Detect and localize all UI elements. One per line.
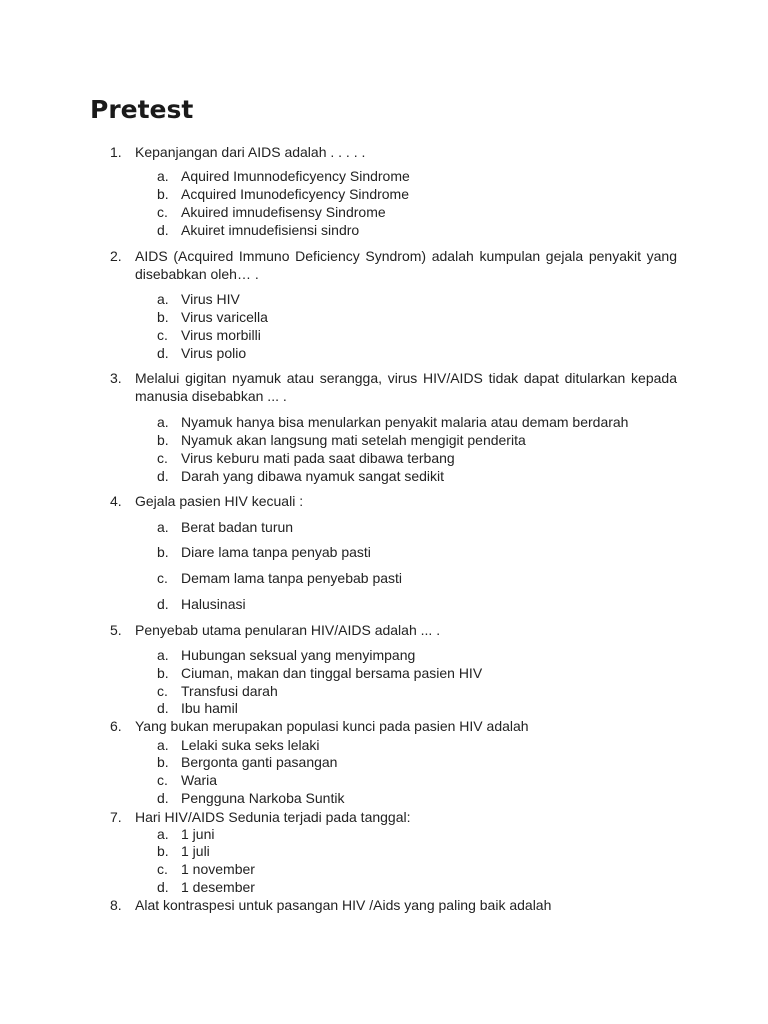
option-text: Nyamuk akan langsung mati setelah mengigit penderita: [181, 432, 526, 448]
option-letter: a.: [157, 647, 169, 663]
option-letter: a.: [157, 414, 169, 430]
option-text: 1 november: [181, 861, 255, 877]
question-number: 3.: [110, 370, 122, 386]
option-text: Acquired Imunodeficyency Sindrome: [181, 186, 410, 202]
option-letter: d.: [157, 468, 169, 484]
question-number: 8.: [110, 897, 122, 913]
question-number: 1.: [110, 144, 122, 160]
option-letter: d.: [157, 345, 169, 361]
page-title: Pretest: [90, 95, 194, 124]
option-letter: b.: [157, 432, 169, 448]
option-text: Berat badan turun: [181, 519, 294, 535]
option-letter: d.: [157, 879, 169, 895]
option-text: Transfusi darah: [181, 683, 278, 699]
question-number: 5.: [110, 622, 122, 638]
option-letter: c.: [157, 772, 168, 788]
option-text: Ciuman, makan dan tinggal bersama pasien HIV: [181, 665, 483, 681]
option-text: Demam lama tanpa penyebab pasti: [181, 570, 403, 586]
option-text: Ibu hamil: [181, 700, 238, 716]
option-text: Nyamuk hanya bisa menularkan penyakit malaria atau demam berdarah: [181, 414, 629, 430]
option-letter: b.: [157, 309, 169, 325]
option-letter: a.: [157, 519, 169, 535]
option-letter: b.: [157, 754, 169, 770]
option-text: Virus morbilli: [181, 327, 261, 343]
option-text: Diare lama tanpa penyab pasti: [181, 544, 371, 560]
question-text: Melalui gigitan nyamuk atau serangga, virus HIV/AIDS tidak dapat ditularkan kepada manusia disebabkan ... .: [135, 370, 677, 404]
option-text: Lelaki suka seks lelaki: [181, 737, 320, 753]
option-letter: a.: [157, 826, 169, 842]
option-letter: c.: [157, 683, 168, 699]
option-letter: a.: [157, 168, 169, 184]
question-number: 6.: [110, 718, 122, 734]
option-text: Darah yang dibawa nyamuk sangat sedikit: [181, 468, 445, 484]
option-letter: b.: [157, 186, 169, 202]
option-letter: c.: [157, 204, 168, 220]
option-text: Virus varicella: [181, 309, 268, 325]
question-text: AIDS (Acquired Immuno Deficiency Syndrom) adalah kumpulan gejala penyakit yang disebabkan oleh… .: [135, 248, 677, 282]
option-letter: a.: [157, 737, 169, 753]
option-text: Aquired Imunnodeficyency Sindrome: [181, 168, 410, 184]
option-text: Virus HIV: [181, 291, 240, 307]
option-letter: b.: [157, 665, 169, 681]
option-letter: d.: [157, 790, 169, 806]
question-text: Penyebab utama penularan HIV/AIDS adalah ... .: [135, 622, 441, 638]
question-text: Kepanjangan dari AIDS adalah . . . . .: [135, 144, 366, 160]
option-text: Virus polio: [181, 345, 247, 361]
option-letter: c.: [157, 450, 168, 466]
option-text: Waria: [181, 772, 218, 788]
option-letter: c.: [157, 861, 168, 877]
option-text: Hubungan seksual yang menyimpang: [181, 647, 416, 663]
option-letter: c.: [157, 327, 168, 343]
option-letter: d.: [157, 700, 169, 716]
option-text: 1 desember: [181, 879, 255, 895]
option-text: 1 juni: [181, 826, 215, 842]
option-text: Akuiret imnudefisiensi sindro: [181, 222, 360, 238]
question-text: Yang bukan merupakan populasi kunci pada pasien HIV adalah: [135, 718, 529, 734]
option-text: Pengguna Narkoba Suntik: [181, 790, 345, 806]
question-number: 2.: [110, 248, 122, 264]
option-text: 1 juli: [181, 843, 210, 859]
option-text: Akuired imnudefisensy Sindrome: [181, 204, 386, 220]
option-letter: b.: [157, 843, 169, 859]
option-letter: d.: [157, 222, 169, 238]
question-number: 4.: [110, 493, 122, 509]
option-text: Virus keburu mati pada saat dibawa terbang: [181, 450, 455, 466]
option-text: Halusinasi: [181, 596, 246, 612]
option-text: Bergonta ganti pasangan: [181, 754, 338, 770]
question-number: 7.: [110, 809, 122, 825]
question-text: Hari HIV/AIDS Sedunia terjadi pada tanggal:: [135, 809, 411, 825]
option-letter: b.: [157, 544, 169, 560]
option-letter: c.: [157, 570, 168, 586]
option-letter: a.: [157, 291, 169, 307]
option-letter: d.: [157, 596, 169, 612]
question-text: Gejala pasien HIV kecuali :: [135, 493, 304, 509]
question-text: Alat kontraspesi untuk pasangan HIV /Aids yang paling baik adalah: [135, 897, 552, 913]
